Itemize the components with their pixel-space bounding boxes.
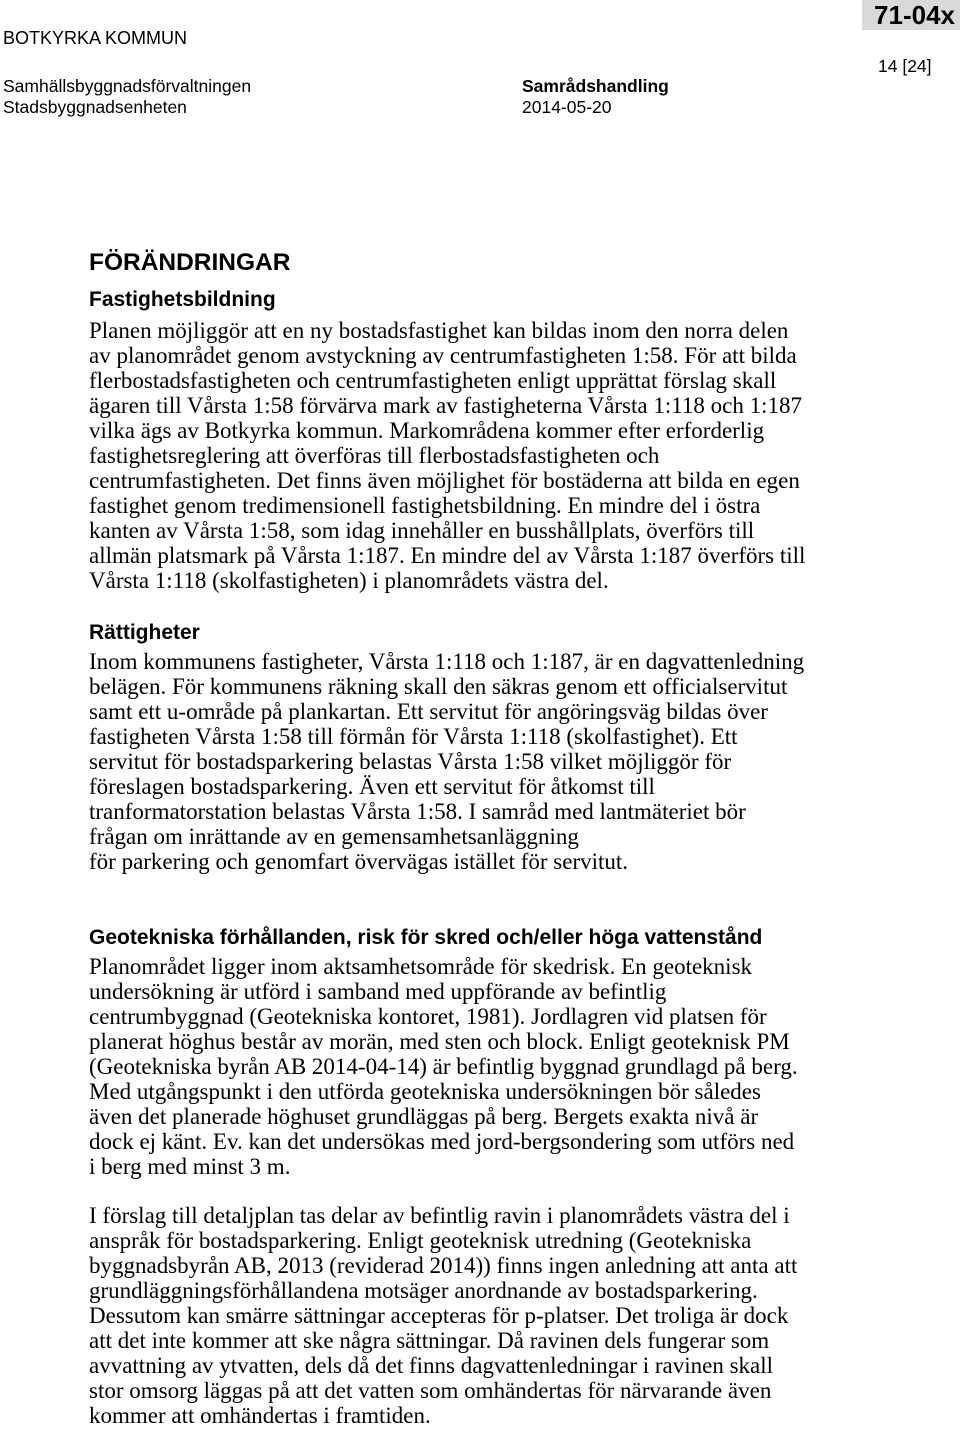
text-line: servitut för bostadsparkering belastas Vårsta 1:58 vilket möjliggör för [89, 749, 732, 774]
text-line: dock ej känt. Ev. kan det undersökas med jord-bergsondering som utförs ned [89, 1129, 795, 1154]
text-line: föreslagen bostadsparkering. Även ett servitut för åtkomst till [89, 774, 655, 799]
text-line: Planen möjliggör att en ny bostadsfastighet kan bildas inom den norra delen [89, 318, 789, 343]
unit-name: Stadsbyggnadsenheten [3, 97, 187, 117]
document-date: 2014-05-20 [522, 97, 612, 117]
section-heading: Fastighetsbildning [89, 288, 276, 311]
section-title: FÖRÄNDRINGAR [89, 249, 291, 276]
text-line: centrumfastigheten. Det finns även möjlighet för bostäderna att bilda en egen [89, 468, 800, 493]
text-line: Inom kommunens fastigheter, Vårsta 1:118 och 1:187, är en dagvattenledning [89, 649, 805, 674]
text-line: allmän platsmark på Vårsta 1:187. En mindre del av Vårsta 1:187 överförs till [89, 543, 806, 568]
text-line: centrumbyggnad (Geotekniska kontoret, 1981). Jordlagren vid platsen för [89, 1004, 767, 1029]
text-line: undersökning är utförd i samband med uppförande av befintlig [89, 979, 667, 1004]
text-line: samt ett u-område på plankartan. Ett servitut för angöringsväg bildas över [89, 699, 768, 724]
text-line: för parkering och genomfart övervägas istället för servitut. [89, 849, 629, 874]
paragraph [89, 954, 798, 1179]
text-line: även det planerade höghuset grundläggas på berg. Bergets exakta nivå är [89, 1104, 759, 1129]
text-line: kommer att omhändertas i framtiden. [89, 1403, 431, 1428]
text-line: frågan om inrättande av en gemensamhetsanläggning [89, 824, 579, 849]
paragraph [89, 318, 805, 593]
text-line: av planområdet genom avstyckning av centrumfastigheten 1:58. För att bilda [89, 343, 797, 368]
text-line: planerat höghus består av morän, med sten och block. Enligt geoteknisk PM [89, 1029, 790, 1054]
document-stamp [862, 0, 960, 30]
text-line: att det inte kommer att ske några sättningar. Då ravinen dels fungerar som [89, 1328, 770, 1353]
text-line: i berg med minst 3 m. [89, 1154, 291, 1179]
text-line: stor omsorg läggas på att det vatten som omhändertas för närvarande även [89, 1378, 772, 1403]
department-name: Samhällsbyggnadsförvaltningen [3, 76, 252, 96]
stamp-label: 71-04x [874, 0, 955, 30]
text-line: Med utgångspunkt i den utförda geotekniska undersökningen bör således [89, 1079, 761, 1104]
text-line: kanten av Vårsta 1:58, som idag innehåller en busshållplats, överförs till [89, 518, 755, 543]
text-line: grundläggningsförhållandena motsäger anordnande av bostadsparkering. [89, 1278, 758, 1303]
text-line: byggnadsbyrån AB, 2013 (reviderad 2014)) finns ingen anledning att anta att [89, 1253, 798, 1278]
text-line: anspråk för bostadsparkering. Enligt geoteknisk utredning (Geotekniska [89, 1228, 752, 1253]
text-line: belägen. För kommunens räkning skall den säkras genom ett officialservitut [89, 674, 788, 699]
text-line: tranformatorstation belastas Vårsta 1:58. I samråd med lantmäteriet bör [89, 799, 746, 824]
text-line: Planområdet ligger inom aktsamhetsområde för skedrisk. En geoteknisk [89, 954, 753, 979]
text-line: (Geotekniska byrån AB 2014-04-14) är befintlig byggnad grundlagd på berg. [89, 1054, 798, 1079]
text-line: flerbostadsfastigheten och centrumfastigheten enligt upprättat förslag skall [89, 368, 777, 393]
document-type: Samrådshandling [522, 76, 669, 96]
text-line: fastighetsreglering att överföras till flerbostadsfastigheten och [89, 443, 660, 468]
section-heading: Geotekniska förhållanden, risk för skred och/eller höga vattenstånd [89, 926, 763, 949]
text-line: fastighet genom tredimensionell fastighetsbildning. En mindre del i östra [89, 493, 761, 518]
text-line: Dessutom kan smärre sättningar accepteras för p-platser. Det troliga är dock [89, 1303, 789, 1328]
text-line: Vårsta 1:118 (skolfastigheten) i planområdets västra del. [89, 568, 609, 593]
text-line: ägaren till Vårsta 1:58 förvärva mark av fastigheterna Vårsta 1:118 och 1:187 [89, 393, 802, 418]
text-line: avvattning av ytvatten, dels då det finns dagvattenledningar i ravinen skall [89, 1353, 774, 1378]
paragraph [89, 649, 804, 874]
text-line: I förslag till detaljplan tas delar av befintlig ravin i planområdets västra del i [89, 1203, 790, 1228]
text-line: fastigheten Vårsta 1:58 till förmån för Vårsta 1:118 (skolfastighet). Ett [89, 724, 738, 749]
section-heading: Rättigheter [89, 621, 200, 644]
organization-name: BOTKYRKA KOMMUN [3, 28, 188, 48]
text-line: vilka ägs av Botkyrka kommun. Markområdena kommer efter erforderlig [89, 418, 765, 443]
paragraph [89, 1203, 797, 1428]
page-number: 14 [24] [878, 56, 932, 76]
